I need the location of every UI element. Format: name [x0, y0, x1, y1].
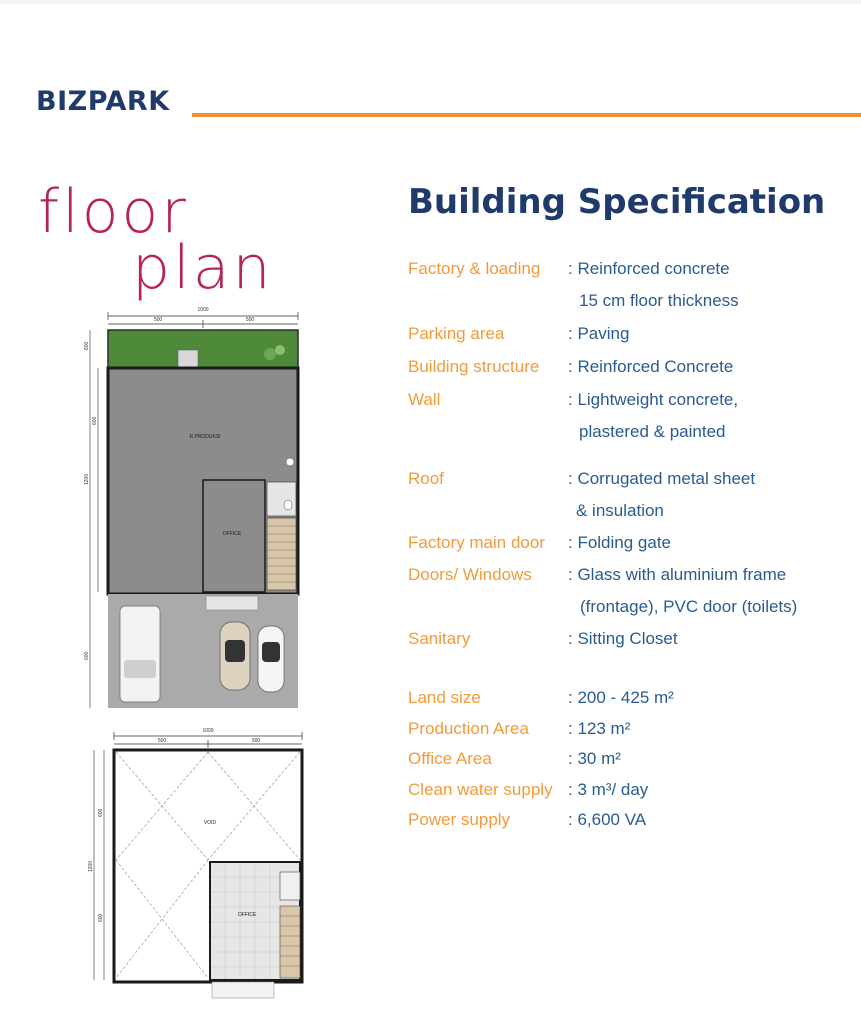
ground-floor-plan	[80, 300, 310, 712]
floor-plan-word-plan: plan	[132, 233, 274, 303]
spec-value-factory: : Reinforced concrete	[568, 259, 730, 278]
upper-side-dim-1: 600	[98, 808, 104, 817]
size-label-power: Power supply	[408, 810, 511, 829]
upper-dim-total: 1000	[202, 728, 214, 734]
ground-side-dim-1: 600	[84, 341, 90, 350]
ground-dim-total: 1000	[197, 307, 209, 313]
upper-dim-left: 500	[157, 738, 167, 744]
upper-floor-plan	[80, 722, 310, 1004]
spec-value-doors-windows-2: (frontage), PVC door (toilets)	[580, 597, 798, 616]
upper-side-dim-3: 600	[98, 913, 104, 922]
floor-plan-word-floor: floor	[38, 177, 189, 247]
spec-value-roof-2: & insulation	[576, 501, 664, 520]
spec-label-main-door: Factory main door	[408, 533, 545, 552]
spec-label-factory: Factory & loading	[408, 259, 541, 278]
spec-label-doors-windows: Doors/ Windows	[408, 565, 532, 584]
spec-label-sanitary: Sanitary	[408, 629, 471, 648]
upper-side-dim-2: 1200	[88, 860, 94, 872]
size-value-production: : 123 m²	[568, 719, 631, 738]
spec-label-structure: Building structure	[408, 357, 540, 376]
ground-dim-right: 500	[245, 317, 255, 323]
size-value-office: : 30 m²	[568, 749, 621, 768]
brand-rule	[192, 113, 861, 117]
spec-value-roof: : Corrugated metal sheet	[568, 469, 756, 488]
upper-room-void: VOID	[203, 820, 217, 826]
spec-value-structure: : Reinforced Concrete	[568, 357, 734, 376]
spec-value-parking: : Paving	[568, 324, 630, 343]
size-value-power: : 6,600 VA	[568, 810, 647, 829]
spec-value-sanitary: : Sitting Closet	[568, 629, 678, 648]
size-label-office: Office Area	[408, 749, 492, 768]
top-strip	[0, 0, 861, 4]
ground-dim-left: 500	[153, 317, 163, 323]
spec-value-wall-2: plastered & painted	[579, 422, 726, 441]
size-label-production: Production Area	[408, 719, 529, 738]
spec-label-wall: Wall	[408, 390, 441, 409]
size-value-water: : 3 m³/ day	[568, 780, 649, 799]
size-label-land: Land size	[408, 688, 481, 707]
ground-side-dim-2: 1200	[84, 473, 90, 485]
spec-label-parking: Parking area	[408, 324, 505, 343]
ground-side-dim-3: 600	[92, 416, 98, 425]
brand-title: BIZPARK	[36, 86, 170, 117]
size-label-water: Clean water supply	[408, 780, 553, 799]
ground-side-dim-4: 600	[84, 651, 90, 660]
upper-room-office: OFFICE	[237, 912, 257, 918]
size-value-land: : 200 - 425 m²	[568, 688, 674, 707]
upper-dim-right: 500	[251, 738, 261, 744]
ground-room-production: R.PRODUKSI	[189, 434, 221, 440]
spec-value-main-door: : Folding gate	[568, 533, 672, 552]
ground-room-office: OFFICE	[222, 531, 242, 537]
spec-value-factory-2: 15 cm floor thickness	[579, 291, 739, 310]
spec-title: Building Specification	[408, 182, 826, 222]
spec-label-roof: Roof	[408, 469, 444, 488]
spec-value-wall: : Lightweight concrete,	[568, 390, 739, 409]
spec-value-doors-windows: : Glass with aluminium frame	[568, 565, 787, 584]
